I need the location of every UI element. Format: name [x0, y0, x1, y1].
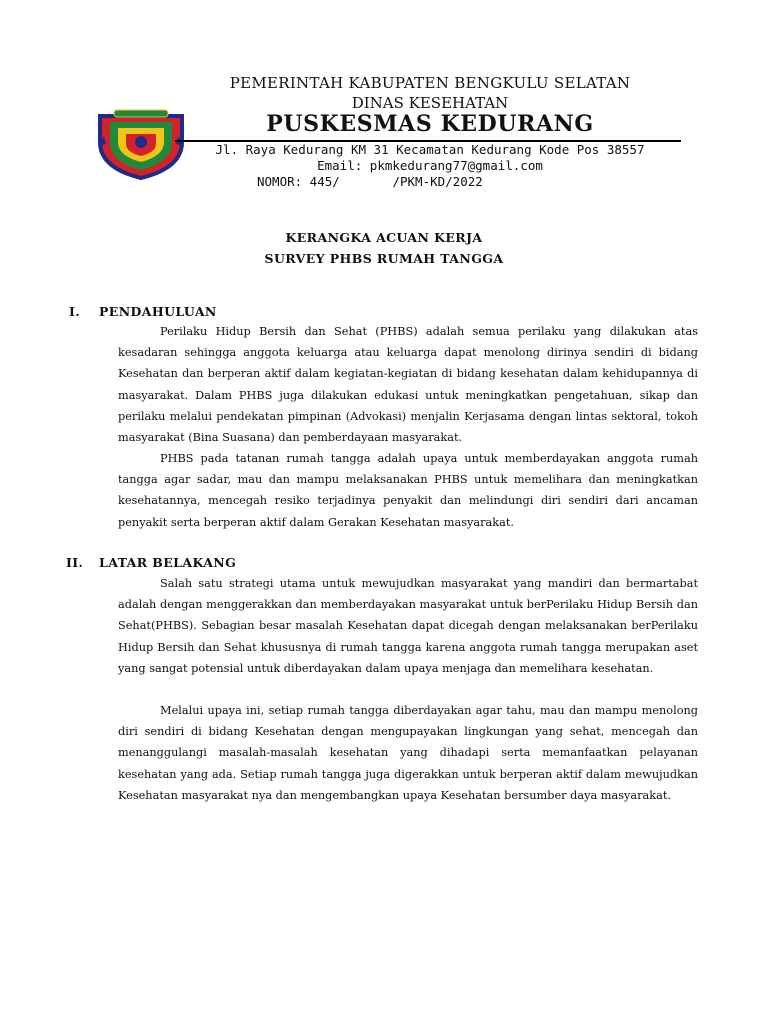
- section-title: LATAR BELAKANG: [99, 555, 237, 570]
- letterhead-address: Jl. Raya Kedurang KM 31 Kecamatan Kedurang Kode Pos 38557: [215, 142, 645, 157]
- paragraph: Perilaku Hidup Bersih dan Sehat (PHBS) adalah semua perilaku yang dilakukan atas kesadaran sehingga anggota keluarga atau keluarga dapat menolong dirinya sendiri di bidang Kesehatan dan berperan aktif dalam kegiatan-kegiatan di bidang kesehatan dalam kehidupannya di masyarakat. Dalam PHBS juga dilakukan edukasi untuk meningkatkan pengetahuan, sikap dan perilaku melalui pendekatan pimpinan (Advokasi) menjalin Kerjasama dengan lintas sektoral, tokoh masyarakat (Bina Suasana) dan pemberdayaan masyarakat.: [118, 325, 698, 445]
- letterhead-department: DINAS KESEHATAN: [351, 94, 509, 112]
- section-number: I.: [69, 304, 80, 319]
- letterhead-institution: PUSKESMAS KEDURANG: [266, 111, 594, 137]
- paragraph: PHBS pada tatanan rumah tangga adalah upaya untuk memberdayakan anggota rumah tangga agar sadar, mau dan mampu melaksanakan PHBS untuk memelihara dan meningkatkan kesehatannya, mencegah resiko terjadinya penyakit dan melindungi diri sendiri dari ancaman penyakit serta berperan aktif dalam Gerakan Kesehatan masyarakat.: [118, 452, 698, 529]
- document-title: KERANGKA ACUAN KERJA: [285, 230, 483, 245]
- section-number: II.: [66, 555, 84, 570]
- section-title: PENDAHULUAN: [99, 304, 217, 319]
- letter-number: NOMOR: 445/ /PKM-KD/2022: [257, 174, 483, 189]
- paragraph: Salah satu strategi utama untuk mewujudkan masyarakat yang mandiri dan bermartabat adalah dengan menggerakkan dan memberdayakan masyarakat untuk berPerilaku Hidup Bersih dan Sehat(PHBS). Sebagian besar masalah Kesehatan dapat dicegah dengan melaksanakan berPerilaku Hidup Bersih dan Sehat khususnya di rumah tangga karena anggota rumah tangga merupakan aset yang sangat potensial untuk diberdayakan dalam upaya menjaga dan memelihara kesehatan.: [118, 577, 698, 675]
- letterhead-government: PEMERINTAH KABUPATEN BENGKULU SELATAN: [229, 74, 631, 92]
- letterhead-email: Email: pkmkedurang77@gmail.com: [317, 158, 543, 173]
- document-subtitle: SURVEY PHBS RUMAH TANGGA: [264, 251, 504, 266]
- paragraph: Melalui upaya ini, setiap rumah tangga diberdayakan agar tahu, mau dan mampu menolong diri sendiri di bidang Kesehatan dengan mengupayakan lingkungan yang sehat, mencegah dan menanggulangi masalah-masalah kesehatan yang dihadapi serta memanfaatkan pelayanan kesehatan yang ada. Setiap rumah tangga juga digerakkan untuk berperan aktif dalam mewujudkan Kesehatan masyarakat nya dan mengembangkan upaya Kesehatan bersumber daya masyarakat.: [118, 704, 698, 802]
